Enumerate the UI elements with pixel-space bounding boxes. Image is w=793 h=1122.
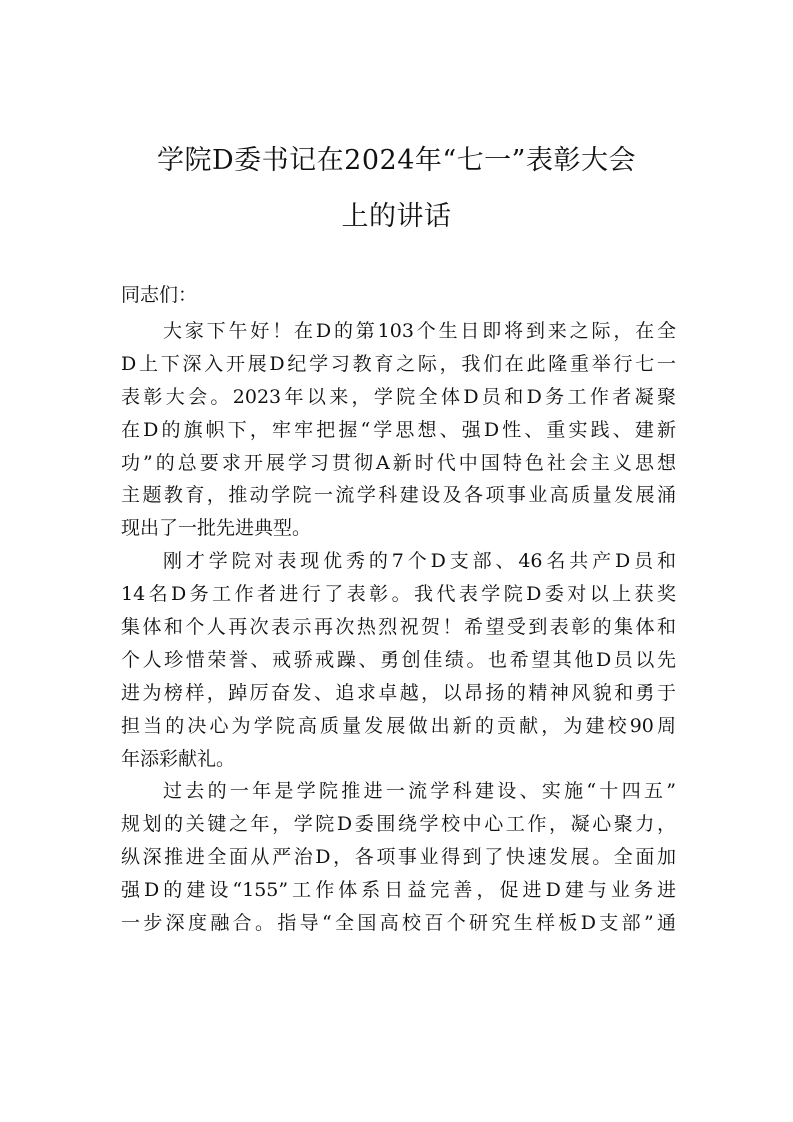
text-line: 个人珍惜荣誉、戒骄戒躁、勇创佳绩。也希望其他D员以先 bbox=[121, 648, 676, 671]
text-line: 一步深度融合。指导“全国高校百个研究生样板D支部”通 bbox=[121, 912, 676, 935]
text-line: 刚才学院对表现优秀的7个D支部、46名共产D员和 bbox=[163, 550, 676, 573]
document-body bbox=[121, 315, 676, 940]
text-line: 表彰大会。2023年以来，学院全体D员和D务工作者凝聚 bbox=[121, 385, 676, 408]
text-line: 在D的旗帜下，牢牢把握“学思想、强D性、重实践、建新 bbox=[121, 418, 676, 441]
title-line: 学院D委书记在2024年“七一”表彰大会 bbox=[157, 145, 636, 176]
text-line: 进为榜样，踔厉奋发、追求卓越，以昂扬的精神风貌和勇于 bbox=[121, 681, 676, 704]
text-line: 规划的关键之年，学院D委围绕学校中心工作，凝心聚力， bbox=[121, 813, 676, 836]
paragraph bbox=[121, 775, 676, 939]
text-line: 年添彩献礼。 bbox=[121, 747, 236, 770]
text-line: 14名D务工作者进行了表彰。我代表学院D委对以上获奖 bbox=[121, 583, 676, 606]
salutation: 同志们： bbox=[121, 284, 198, 306]
document-title bbox=[100, 133, 693, 245]
text-line: 大家下午好！在D的第103个生日即将到来之际，在全 bbox=[163, 320, 676, 342]
paragraph bbox=[121, 545, 676, 775]
text-line: 集体和个人再次表示再次热烈祝贺！希望受到表彰的集体和 bbox=[121, 616, 676, 639]
text-line: 主题教育，推动学院一流学科建设及各项事业高质量发展涌 bbox=[121, 484, 676, 507]
text-line: 强D的建设“155”工作体系日益完善，促进D建与业务进 bbox=[121, 879, 676, 902]
text-line: 功”的总要求开展学习贯彻A新时代中国特色社会主义思想 bbox=[121, 451, 676, 474]
text-line: D上下深入开展D纪学习教育之际，我们在此隆重举行七一 bbox=[121, 352, 676, 375]
paragraph bbox=[121, 315, 676, 545]
text-line: 担当的决心为学院高质量发展做出新的贡献，为建校90周 bbox=[121, 714, 676, 737]
text-line: 纵深推进全面从严治D，各项事业得到了快速发展。全面加 bbox=[121, 846, 676, 869]
text-line: 过去的一年是学院推进一流学科建设、实施“十四五” bbox=[163, 780, 676, 803]
text-line: 现出了一批先进典型。 bbox=[121, 517, 312, 540]
title-line: 上的讲话 bbox=[341, 201, 452, 232]
